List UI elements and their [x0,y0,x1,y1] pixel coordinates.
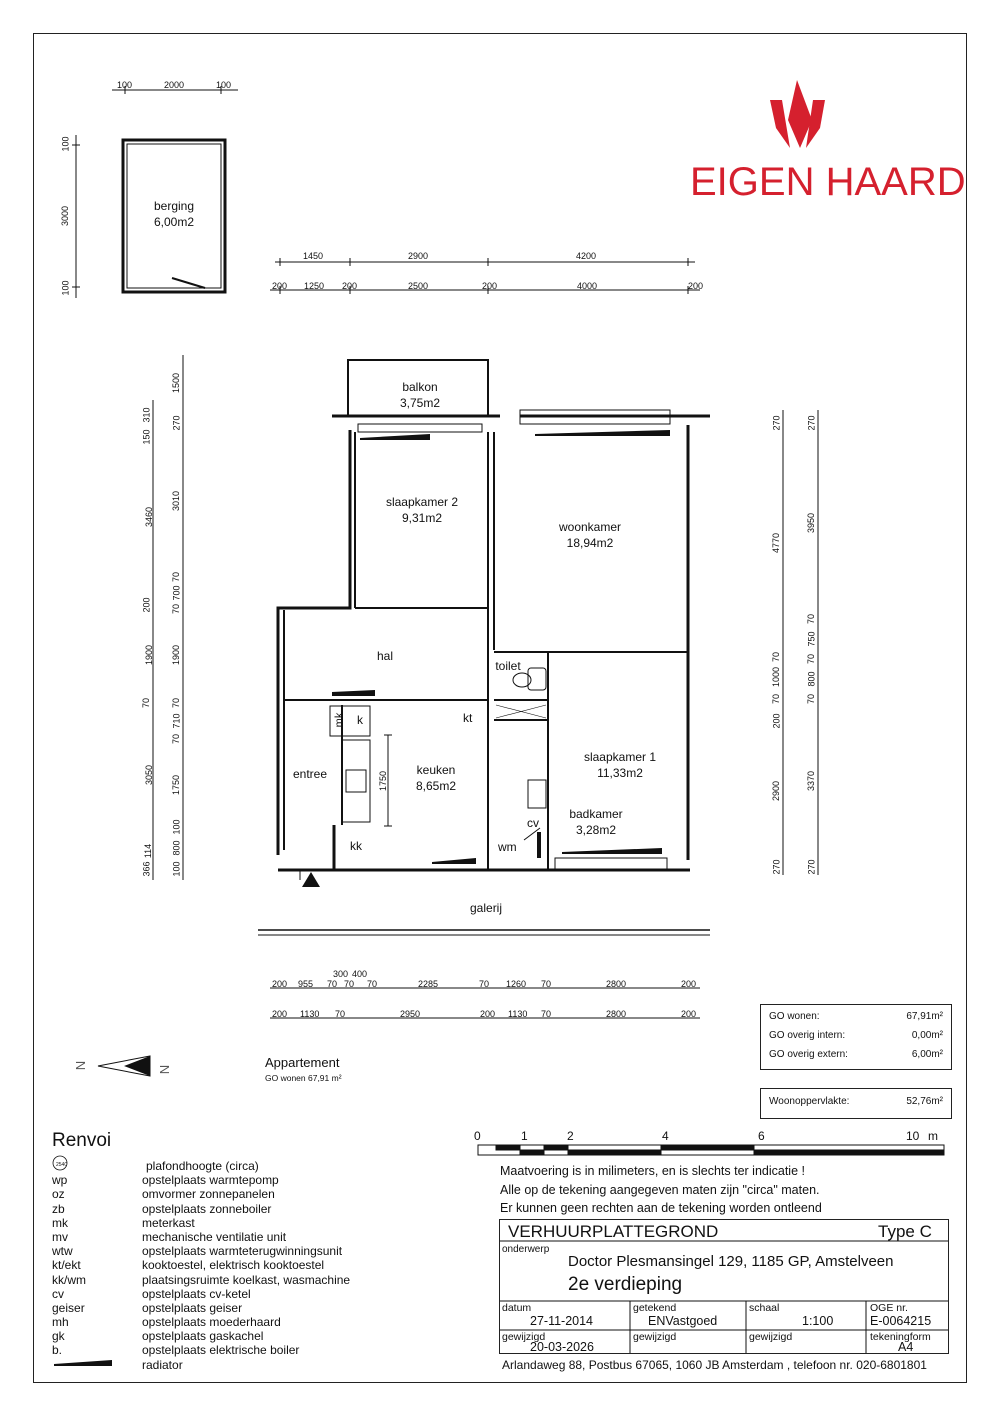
schaal-value: 1:100 [802,1314,834,1328]
dim-left1-2: 310 [141,407,152,423]
appartement-title: Appartement [265,1055,340,1070]
room-slaapkamer-1 [560,749,680,781]
dim-left2-8: 70 [171,733,182,745]
dim-left2-3: 700 [171,585,182,601]
dim-bot1-2: 70 [327,979,338,989]
go-label: GO overig intern: [769,1030,846,1041]
label-cv: cv [527,816,539,830]
appartement-subtitle: GO wonen 67,91 m² [265,1073,342,1083]
legend-code: mv [52,1229,68,1244]
room-area: 11,33m2 [597,766,643,780]
legend-item [52,1301,350,1315]
dim-top2-6: 200 [688,281,704,291]
room-area: 3,28m2 [575,823,617,837]
legend-code: zb [52,1201,65,1216]
getekend-label: getekend [633,1302,677,1314]
title-block-type: Type C [878,1222,932,1241]
dim-left1-1: 150 [141,429,152,445]
dim-left2-2: 70 [171,571,182,583]
legend-desc: opstelplaats zonneboiler [142,1201,272,1216]
oge-label: OGE nr. [870,1302,908,1314]
room-hal: hal [376,649,393,663]
legend-desc: omvormer zonnepanelen [142,1187,275,1202]
dim-left2-0: 270 [171,415,182,431]
dim-left1-8: 366 [141,861,152,877]
dim-bot2-3: 2950 [400,1009,421,1019]
dim-bot2-6: 70 [541,1009,552,1019]
dim-berging-left-0: 100 [60,136,71,152]
dim-left1-9: 114 [143,843,154,859]
dim-top2-5: 4000 [577,281,598,291]
dim-berging-left-2: 100 [60,280,71,296]
scale-tick: 1 [521,1129,528,1143]
interior-walls [284,432,688,870]
dim-left1-5: 1900 [144,644,155,666]
legend-desc: opstelplaats warmteterugwinningsunit [142,1244,343,1259]
room-slaapkamer-2 [360,494,484,526]
legend-item [52,1315,350,1329]
go-row [761,1007,951,1026]
legend-desc: plafondhoogte (circa) [146,1159,259,1173]
dim-top2-1: 1250 [304,281,325,291]
north-label: N [73,1060,89,1071]
legend-desc: opstelplaats moederhaard [142,1315,281,1330]
go-area-box [760,1004,952,1070]
footer-address: Arlandaweg 88, Postbus 67065, 1060 JB Amsterdam , telefoon nr. 020-6801801 [502,1358,927,1372]
floor: 2e verdieping [568,1274,683,1295]
note-line: Alle op de tekening aangegeven maten zijn "circa" maten. [500,1183,820,1197]
dim-right1-5: 200 [771,713,782,729]
legend-code: 2540 [56,1162,68,1168]
room-name: woonkamer [558,520,622,534]
go-label: GO overig extern: [769,1049,848,1060]
dim-top1-2: 4200 [576,251,597,261]
eigen-haard-logo-icon [770,80,825,148]
legend-item [52,1216,350,1230]
dim-bot2-2: 70 [335,1009,346,1019]
dim-right1-3: 1000 [771,666,782,688]
legend-code [52,1358,142,1372]
dim-left1-0: 1500 [171,372,182,394]
label-mk: mk [333,712,346,728]
note-line: Maatvoering is in milimeters, en is slechts ter indicatie ! [500,1164,805,1178]
dim-berging-top-0: 100 [117,80,133,90]
legend-item [52,1287,350,1301]
room-balkon [360,379,480,411]
legend-code: kt/ekt [52,1258,81,1273]
label-kt: kt [463,711,473,725]
room-name: berging [153,199,195,213]
dim-bot1-9: 1260 [506,979,527,989]
datum-label: datum [502,1302,532,1314]
gewijzigd-value: 20-03-2026 [530,1340,594,1354]
dim-right2-5: 800 [806,671,817,687]
address: Doctor Plesmansingel 129, 1185 GP, Amstelveen [568,1253,894,1270]
dim-bot1-0: 200 [272,979,288,989]
room-badkamer [556,806,636,838]
dim-right1-2: 70 [771,651,782,663]
room-name: balkon [402,380,438,394]
dim-left2-4: 70 [171,603,182,615]
dim-left2-5: 1900 [171,644,182,666]
slaapkamer2-window [358,424,482,432]
room-area: 18,94m2 [566,536,614,550]
dim-top2-2: 200 [342,281,358,291]
legend-item [52,1202,350,1216]
scale-tick: 2 [567,1129,574,1143]
room-entree: entree [292,767,328,781]
room-name: slaapkamer 1 [583,750,657,764]
room-name: badkamer [569,807,623,821]
dim-keuken: 1750 [378,770,389,792]
dim-left2-7: 710 [171,713,182,729]
badkamer-sink [528,780,546,808]
dim-left1-4: 200 [141,597,152,613]
legend-item [52,1173,350,1187]
gewijzigd2-label: gewijzigd [633,1331,677,1343]
dim-bot1-4: 400 [352,969,368,979]
brand-logo-text: EIGEN HAARD [690,160,966,204]
dim-right2-1: 3950 [806,512,817,534]
schaal-label: schaal [749,1302,780,1314]
dim-bot2-5: 1130 [508,1009,528,1019]
go-label: GO wonen: [769,1011,820,1022]
room-area: 3,75m2 [399,396,441,410]
legend-code: kk/wm [52,1272,86,1287]
dim-left1-7: 3050 [144,764,155,786]
go-value: 67,91m² [906,1011,943,1022]
tekeningform-label: tekeningform [870,1331,931,1343]
legend-item [52,1230,350,1244]
legend-item [52,1273,350,1287]
dim-bot1-8: 70 [479,979,490,989]
berging-door [172,278,205,288]
legend-item [52,1329,350,1343]
note-line: Er kunnen geen rechten aan de tekening worden ontleend [500,1201,822,1215]
legend-code: wp [52,1173,68,1188]
dim-left2-1: 3010 [171,490,182,512]
scale-tick: 4 [662,1129,669,1143]
dim-right2-3: 750 [806,631,817,647]
scale-unit: m [928,1129,938,1143]
legend-item [52,1358,350,1372]
legend-desc: opstelplaats warmtepomp [142,1173,279,1188]
renvoi-legend [52,1159,350,1372]
room-keuken [395,762,477,794]
legend-desc: plaatsingsruimte koelkast, wasmachine [142,1272,351,1287]
room-area: 8,65m2 [415,779,457,793]
north-label-2: N [157,1064,173,1075]
dim-bot2-4: 200 [480,1009,496,1019]
legend-code: b. [52,1343,63,1358]
dim-right1-7: 270 [771,859,782,875]
dim-left2-9: 1750 [171,774,182,796]
dim-top2-4: 200 [482,281,498,291]
dim-bot1-12: 200 [681,979,697,989]
datum-value: 27-11-2014 [530,1314,594,1328]
room-woonkamer [530,519,650,551]
legend-code: oz [52,1187,65,1202]
dim-top2-3: 2500 [408,281,429,291]
scale-tick: 0 [474,1129,481,1143]
dim-bot2-7: 2800 [606,1009,627,1019]
woon-row [761,1092,951,1111]
dim-left1-3: 3460 [144,506,155,528]
scale-tick: 6 [758,1129,765,1143]
dim-right2-0: 270 [806,415,817,431]
gewijzigd3-label: gewijzigd [749,1331,793,1343]
legend-desc: opstelplaats geiser [142,1300,243,1315]
scale-bar [478,1145,944,1155]
legend-desc: radiator [142,1357,183,1372]
dim-bot1-6: 70 [367,979,378,989]
legend-code: mh [52,1315,69,1330]
onderwerp-label: onderwerp [502,1244,550,1255]
label-k: k [357,713,363,727]
title-block-title: VERHUURPLATTEGROND [508,1222,719,1241]
legend-item [52,1244,350,1258]
dim-top1-0: 1450 [303,251,324,261]
dim-bot1-3: 300 [333,969,349,979]
dim-bot2-0: 200 [272,1009,288,1019]
dim-left2-11: 800 [171,840,182,856]
room-toilet: toilet [495,659,521,673]
getekend-value: ENVastgoed [648,1314,718,1328]
legend-code: gk [52,1329,65,1344]
gewijzigd-label: gewijzigd [502,1331,546,1343]
dim-bot2-1: 1130 [300,1009,320,1019]
room-area: 6,00m2 [153,215,195,229]
dim-top2-0: 200 [272,281,288,291]
woon-value: 52,76m² [906,1096,943,1107]
room-berging [126,198,222,230]
dim-bot1-11: 2800 [606,979,627,989]
dim-top1-1: 2900 [408,251,429,261]
legend-code: wtw [52,1244,73,1259]
dim-left1-6: 70 [141,697,152,709]
dim-right2-2: 70 [806,613,817,625]
dim-right1-6: 2900 [771,780,782,802]
legend-code: geiser [52,1300,85,1315]
dim-left2-6: 70 [171,697,182,709]
woon-label: Woonoppervlakte: [769,1096,850,1107]
legend-desc: kooktoestel, elektrisch kooktoestel [142,1258,325,1273]
dim-berging-top-2: 100 [216,80,232,90]
dim-right2-7: 3370 [806,770,817,792]
label-kk: kk [350,839,362,853]
north-arrow-icon [98,1056,150,1076]
label-galerij: galerij [470,901,503,915]
dim-berging-left-1: 3000 [60,205,71,227]
go-row [761,1026,951,1045]
legend-desc: opstelplaats gaskachel [142,1329,264,1344]
dim-right2-8: 270 [806,859,817,875]
legend-desc: mechanische ventilatie unit [142,1229,287,1244]
legend-desc: opstelplaats cv-ketel [142,1286,251,1301]
legend-desc: opstelplaats elektrische boiler [142,1343,300,1358]
renvoi-title: Renvoi [52,1130,112,1151]
room-area: 9,31m2 [401,511,443,525]
legend-item [52,1187,350,1201]
dim-right1-4: 70 [771,693,782,705]
go-value: 0,00m² [911,1030,943,1041]
slaapkamer1-window [555,858,667,870]
scale-tick: 10 [906,1129,920,1143]
legend-code: mk [52,1215,68,1230]
legend-item [52,1258,350,1272]
label-wm: wm [498,840,517,854]
oge-value: E-0064215 [870,1314,932,1328]
dim-bot1-7: 2285 [418,979,439,989]
dim-right2-4: 70 [806,653,817,665]
legend-code: cv [52,1286,64,1301]
dim-right1-1: 4770 [771,532,782,554]
go-value: 6,00m² [911,1049,943,1060]
room-name: slaapkamer 2 [385,495,459,509]
title-block [499,1219,949,1354]
dim-left2-12: 100 [171,861,182,877]
legend-item [52,1343,350,1357]
entrance-arrow [302,872,320,887]
dim-berging-top-1: 2000 [164,80,185,90]
legend-desc: meterkast [142,1215,195,1230]
legend-item [52,1159,350,1173]
dim-left2-10: 100 [171,819,182,835]
dim-bot1-5: 70 [344,979,355,989]
dim-bot1-1: 955 [298,979,314,989]
tekeningform-value: A4 [898,1340,914,1354]
dim-right2-6: 70 [806,693,817,705]
woonoppervlakte-box [760,1088,952,1119]
go-row [761,1045,951,1064]
dim-right1-0: 270 [771,415,782,431]
room-name: keuken [416,763,456,777]
dim-bot2-8: 200 [681,1009,697,1019]
dim-bot1-10: 70 [541,979,552,989]
